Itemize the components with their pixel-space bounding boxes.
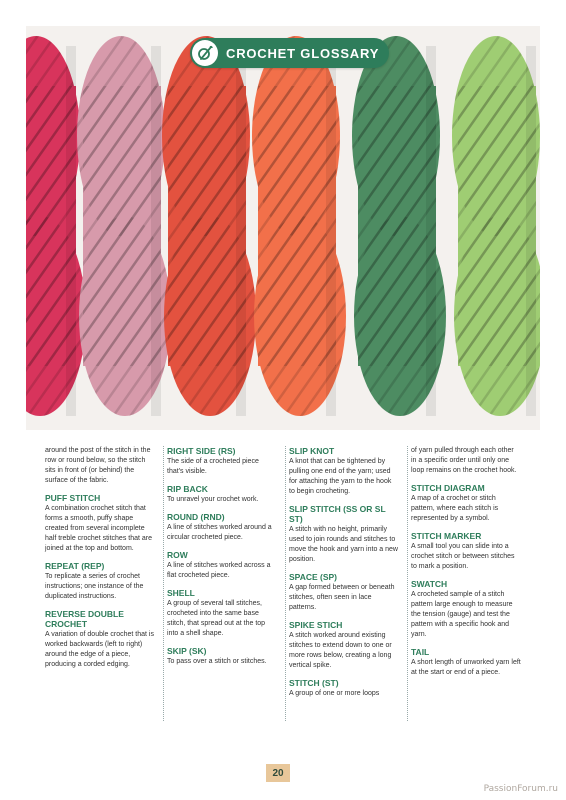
glossary-term: TAIL	[411, 647, 430, 657]
glossary-definition: A small tool you can slide into a crochet stitch or between stitches to mark a position.	[411, 543, 515, 570]
glossary-definition: The side of a crocheted piece that's visible.	[167, 458, 259, 475]
glossary-entry	[167, 550, 277, 581]
continued-definition: around the post of the stitch in the row or round below, so the stitch sits in front of (or behind) the surface of the fabric.	[45, 447, 151, 484]
yarn-skeins-illustration	[26, 26, 540, 430]
glossary-definition: A map of a crochet or stitch pattern, where each stitch is represented by a symbol.	[411, 495, 499, 522]
glossary-column-3	[289, 446, 399, 721]
glossary-term: RIP BACK	[167, 484, 208, 494]
glossary-term: STITCH DIAGRAM	[411, 483, 485, 493]
glossary-entry	[45, 561, 155, 602]
glossary-column-1	[45, 446, 155, 721]
glossary-term: STITCH (ST)	[289, 678, 339, 688]
page-number: 20	[266, 764, 290, 782]
glossary-term: SHELL	[167, 588, 195, 598]
glossary-definition: A combination crochet stitch that forms a smooth, puffy shape created from several incomplete half treble crochet stitches that are joined at the top and bottom.	[45, 505, 152, 552]
crochet-hook-icon	[192, 40, 218, 66]
glossary-entry	[167, 512, 277, 543]
glossary-definition: A line of stitches worked around a circular crocheted piece.	[167, 524, 272, 541]
glossary-definition: A short length of unworked yarn left at the start or end of a piece.	[411, 659, 521, 676]
glossary-term: SLIP KNOT	[289, 446, 335, 456]
glossary-definition: To pass over a stitch or stitches.	[167, 658, 267, 665]
glossary-term: REVERSE DOUBLE CROCHET	[45, 609, 124, 629]
glossary-term: SPIKE STICH	[289, 620, 343, 630]
glossary-term: ROUND (RND)	[167, 512, 225, 522]
glossary-entry	[289, 504, 399, 565]
glossary-term: SLIP STITCH (SS OR SL ST)	[289, 504, 386, 524]
glossary-entry	[289, 678, 399, 699]
yarn-skein	[352, 36, 446, 416]
glossary-entry	[411, 483, 521, 524]
glossary-entry	[289, 572, 399, 613]
glossary-term: REPEAT (REP)	[45, 561, 105, 571]
glossary-term: SWATCH	[411, 579, 448, 589]
glossary-definition: A knot that can be tightened by pulling one end of the yarn; used for attaching the yarn to the hook to begin crocheting.	[289, 458, 392, 495]
glossary-definition: To unravel your crochet work.	[167, 496, 259, 503]
glossary-definition: A crocheted sample of a stitch pattern large enough to measure the tension (gauge) and test the pattern with a specific hook and yarn.	[411, 591, 513, 638]
glossary-entry	[289, 446, 399, 497]
glossary-entry	[45, 493, 155, 554]
glossary-definition: A gap formed between or beneath stitches, often seen in lace patterns.	[289, 584, 395, 611]
glossary-definition: A stitch worked around existing stitches to extend down to one or more rows below, creating a long vertical spike.	[289, 632, 392, 669]
glossary-entry	[411, 647, 521, 678]
glossary-term: PUFF STITCH	[45, 493, 101, 503]
glossary-term: RIGHT SIDE (RS)	[167, 446, 236, 456]
glossary-entry	[45, 609, 155, 670]
glossary-term: SKIP (SK)	[167, 646, 207, 656]
glossary-entry	[167, 646, 277, 667]
watermark: PassionForum.ru	[483, 784, 558, 794]
glossary-term: STITCH MARKER	[411, 531, 482, 541]
glossary-definition: A line of stitches worked across a flat crocheted piece.	[167, 562, 271, 579]
glossary-column-2	[167, 446, 277, 721]
glossary-entry	[167, 588, 277, 639]
continued-definition: of yarn pulled through each other in a specific order until only one loop remains on the crochet hook.	[411, 447, 517, 474]
glossary-definition: To replicate a series of crochet instructions; one instance of the duplicated instructions.	[45, 573, 144, 600]
yarn-skein	[162, 36, 256, 416]
glossary-entry	[411, 579, 521, 640]
glossary-columns	[45, 446, 521, 721]
glossary-term: ROW	[167, 550, 188, 560]
yarn-photo	[26, 26, 540, 430]
yarn-skein	[252, 36, 346, 416]
glossary-definition: A variation of double crochet that is worked backwards (left to right) around the edge of a piece, producing a corded edging.	[45, 631, 154, 668]
yarn-skein	[77, 36, 171, 416]
glossary-term: SPACE (SP)	[289, 572, 338, 582]
glossary-badge	[190, 38, 389, 68]
glossary-definition: A group of several tall stitches, crocheted into the same base stitch, that spread out at the top into a shell shape.	[167, 600, 266, 637]
glossary-definition: A group of one or more loops	[289, 690, 380, 697]
glossary-entry	[289, 620, 399, 671]
page-title: CROCHET GLOSSARY	[226, 45, 380, 61]
yarn-skein	[452, 36, 540, 416]
glossary-entry	[411, 531, 521, 572]
glossary-definition: A stitch with no height, primarily used to join rounds and stitches to move the hook and yarn into a new position.	[289, 526, 398, 563]
glossary-entry	[167, 484, 277, 505]
glossary-column-4	[411, 446, 521, 721]
glossary-entry	[167, 446, 277, 477]
